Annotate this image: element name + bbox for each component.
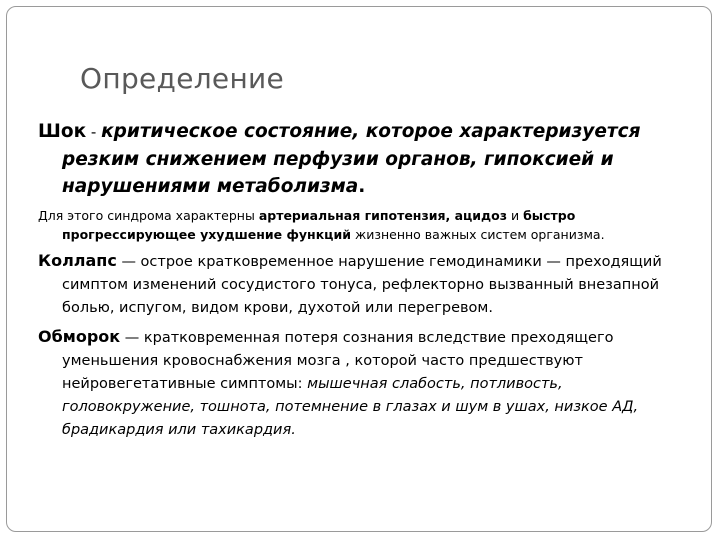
slide-body — [38, 118, 700, 442]
shock-period: . — [358, 176, 366, 197]
characteristics-bold-1: артериальная гипотензия, ацидоз — [258, 208, 507, 223]
shock-definition — [38, 118, 700, 200]
characteristics-tail: жизненно важных систем организма. — [350, 227, 605, 242]
characteristics-lead: Для этого синдрома характерны — [38, 208, 259, 223]
fainting-symptoms: мышечная слабость, потливость, головокружение, тошнота, потемнение в глазах и шум в ушах, низкое АД, брадикардия или тахикардия. — [62, 376, 639, 438]
slide-title: Определение — [80, 62, 285, 95]
shock-characteristics — [38, 206, 700, 244]
shock-term: Шок — [38, 121, 87, 142]
fainting-term: Обморок — [38, 327, 121, 346]
collapse-text: — острое кратковременное нарушение гемодинамики — преходящий симптом изменений сосудистого тонуса, рефлекторно вызванный внезапной болью, испугом, видом крови, духотой или перегревом. — [62, 254, 662, 316]
shock-definition-text: критическое состояние, которое характеризуется резким снижением перфузии органов, гипоксией и нарушениями метаболизма — [62, 121, 641, 197]
shock-dash: - — [86, 123, 102, 141]
collapse-definition — [38, 249, 700, 320]
characteristics-bold-2: быстро прогрессирующее ухудшение функций — [62, 208, 576, 242]
fainting-definition — [38, 325, 700, 442]
fainting-text: — кратковременная потеря сознания вследствие преходящего уменьшения кровоснабжения мозга , которой часто предшествуют нейровегетативные симптомы: — [62, 330, 614, 392]
collapse-term: Коллапс — [38, 251, 117, 270]
characteristics-mid: и — [507, 208, 524, 223]
